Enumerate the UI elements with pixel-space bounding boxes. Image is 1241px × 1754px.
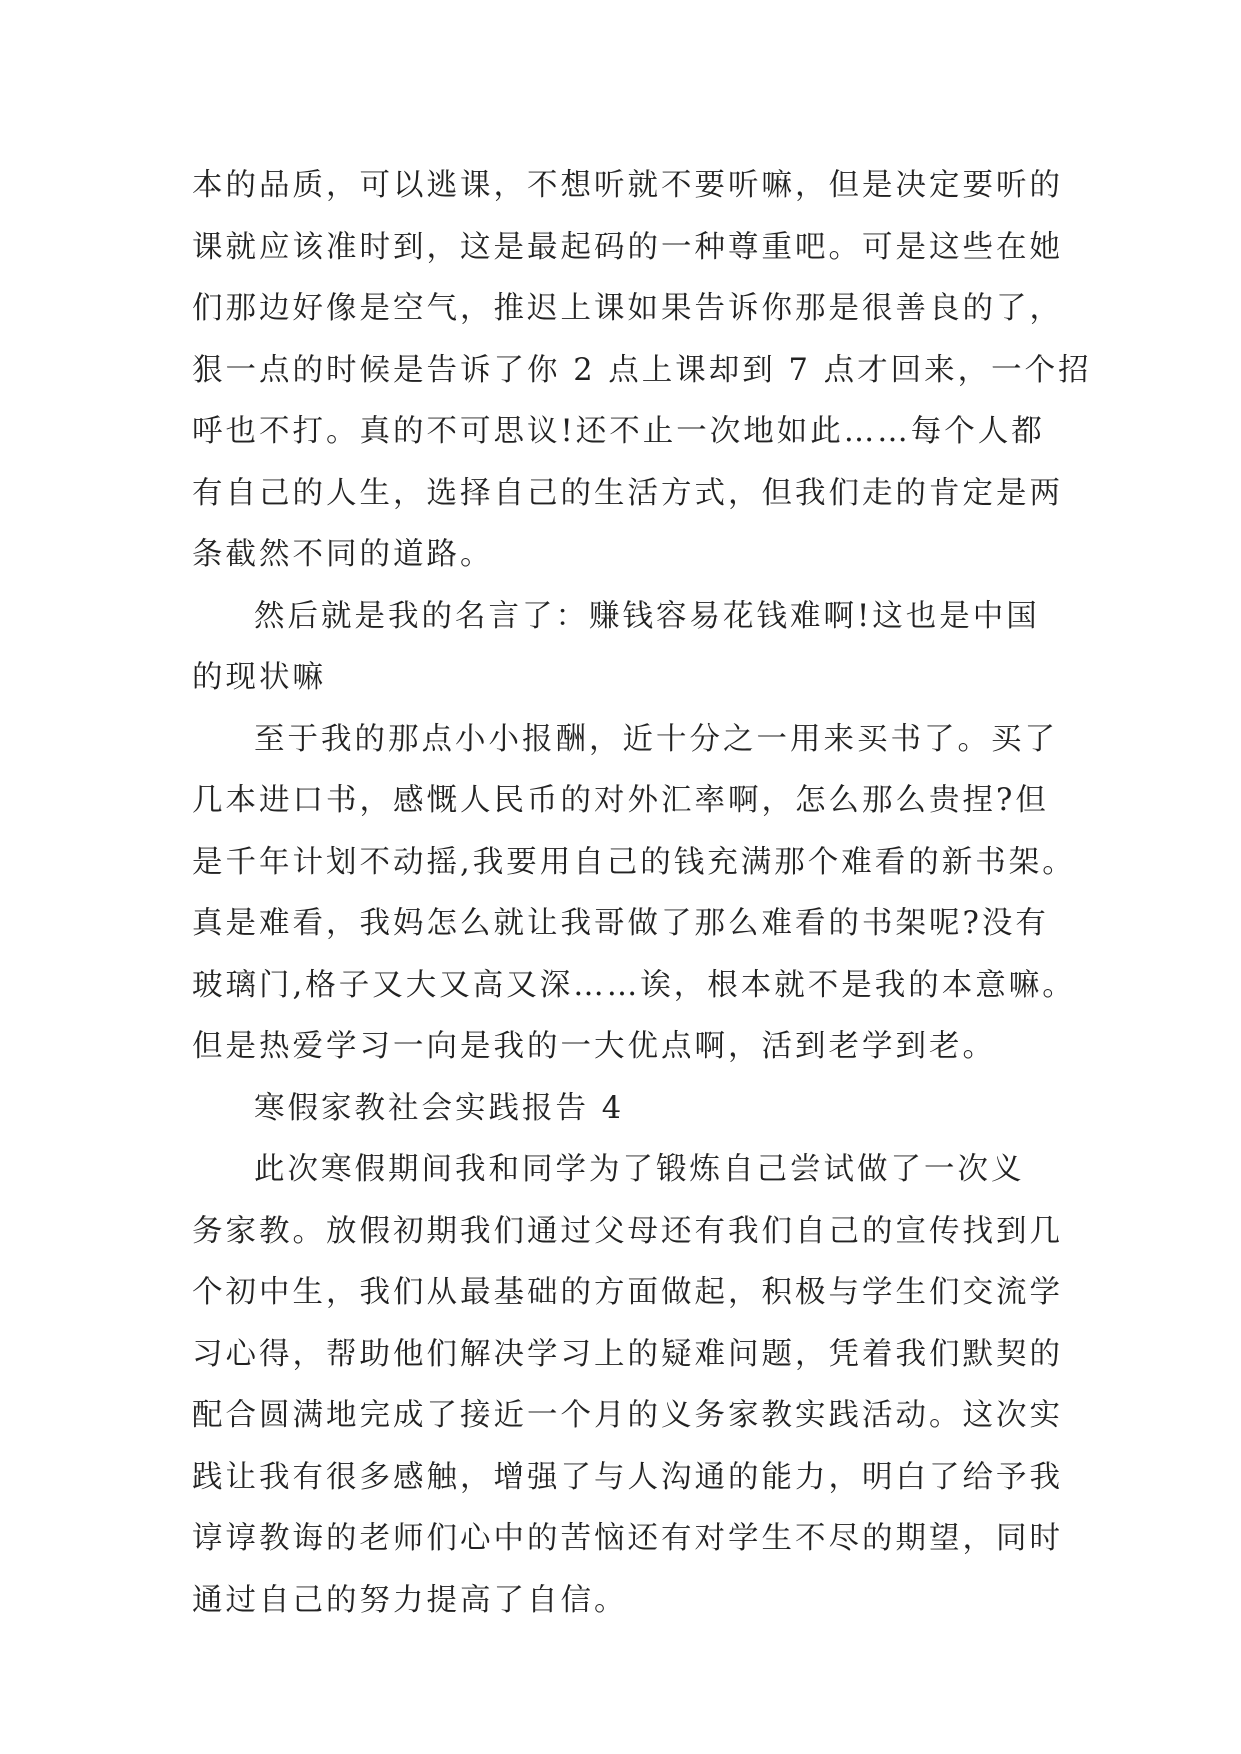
section-heading: 寒假家教社会实践报告 4 [254,1090,625,1126]
text-line: 通过自己的努力提高了自信。 [192,1582,628,1618]
text-line: 有自己的人生，选择自己的生活方式，但我们走的肯定是两 [192,475,1063,511]
paragraph-start-line: 至于我的那点小小报酬，近十分之一用来买书了。买了 [254,721,1058,757]
text-line: 务家教。放假初期我们通过父母还有我们自己的宣传找到几 [192,1213,1063,1249]
document-body [192,155,1092,1631]
paragraph-start-line: 此次寒假期间我和同学为了锻炼自己尝试做了一次义 [254,1152,1025,1187]
text-line: 玻璃门,格子又大又高又深……诶，根本就不是我的本意嘛。 [192,967,1076,1003]
text-line: 践让我有很多感触，增强了与人沟通的能力，明白了给予我 [192,1459,1063,1495]
text-line: 呼也不打。真的不可思议!还不止一次地如此……每个人都 [192,414,1045,449]
text-line: 个初中生，我们从最基础的方面做起，积极与学生们交流学 [192,1275,1063,1310]
text-line: 真是难看，我妈怎么就让我哥做了那么难看的书架呢?没有 [192,906,1049,941]
text-line: 配合圆满地完成了接近一个月的义务家教实践活动。这次实 [192,1398,1063,1433]
text-line: 习心得，帮助他们解决学习上的疑难问题，凭着我们默契的 [192,1336,1063,1372]
text-line: 课就应该准时到，这是最起码的一种尊重吧。可是这些在她 [192,229,1063,265]
text-line: 几本进口书，感慨人民币的对外汇率啊，怎么那么贵捏?但 [192,783,1049,818]
text-line: 但是热爱学习一向是我的一大优点啊，活到老学到老。 [192,1029,996,1064]
text-line: 谆谆教诲的老师们心中的苦恼还有对学生不尽的期望，同时 [192,1521,1063,1556]
text-line: 条截然不同的道路。 [192,537,494,572]
text-line: 本的品质，可以逃课，不想听就不要听嘛，但是决定要听的 [192,168,1063,203]
text-line: 们那边好像是空气，推迟上课如果告诉你那是很善良的了， [192,291,1063,326]
text-line: 狠一点的时候是告诉了你 2 点上课却到 7 点才回来，一个招 [192,352,1092,388]
text-line: 的现状嘛 [192,660,326,695]
text-line: 是千年计划不动摇,我要用自己的钱充满那个难看的新书架。 [192,844,1076,880]
paragraph-start-line: 然后就是我的名言了：赚钱容易花钱难啊!这也是中国 [254,598,1040,634]
